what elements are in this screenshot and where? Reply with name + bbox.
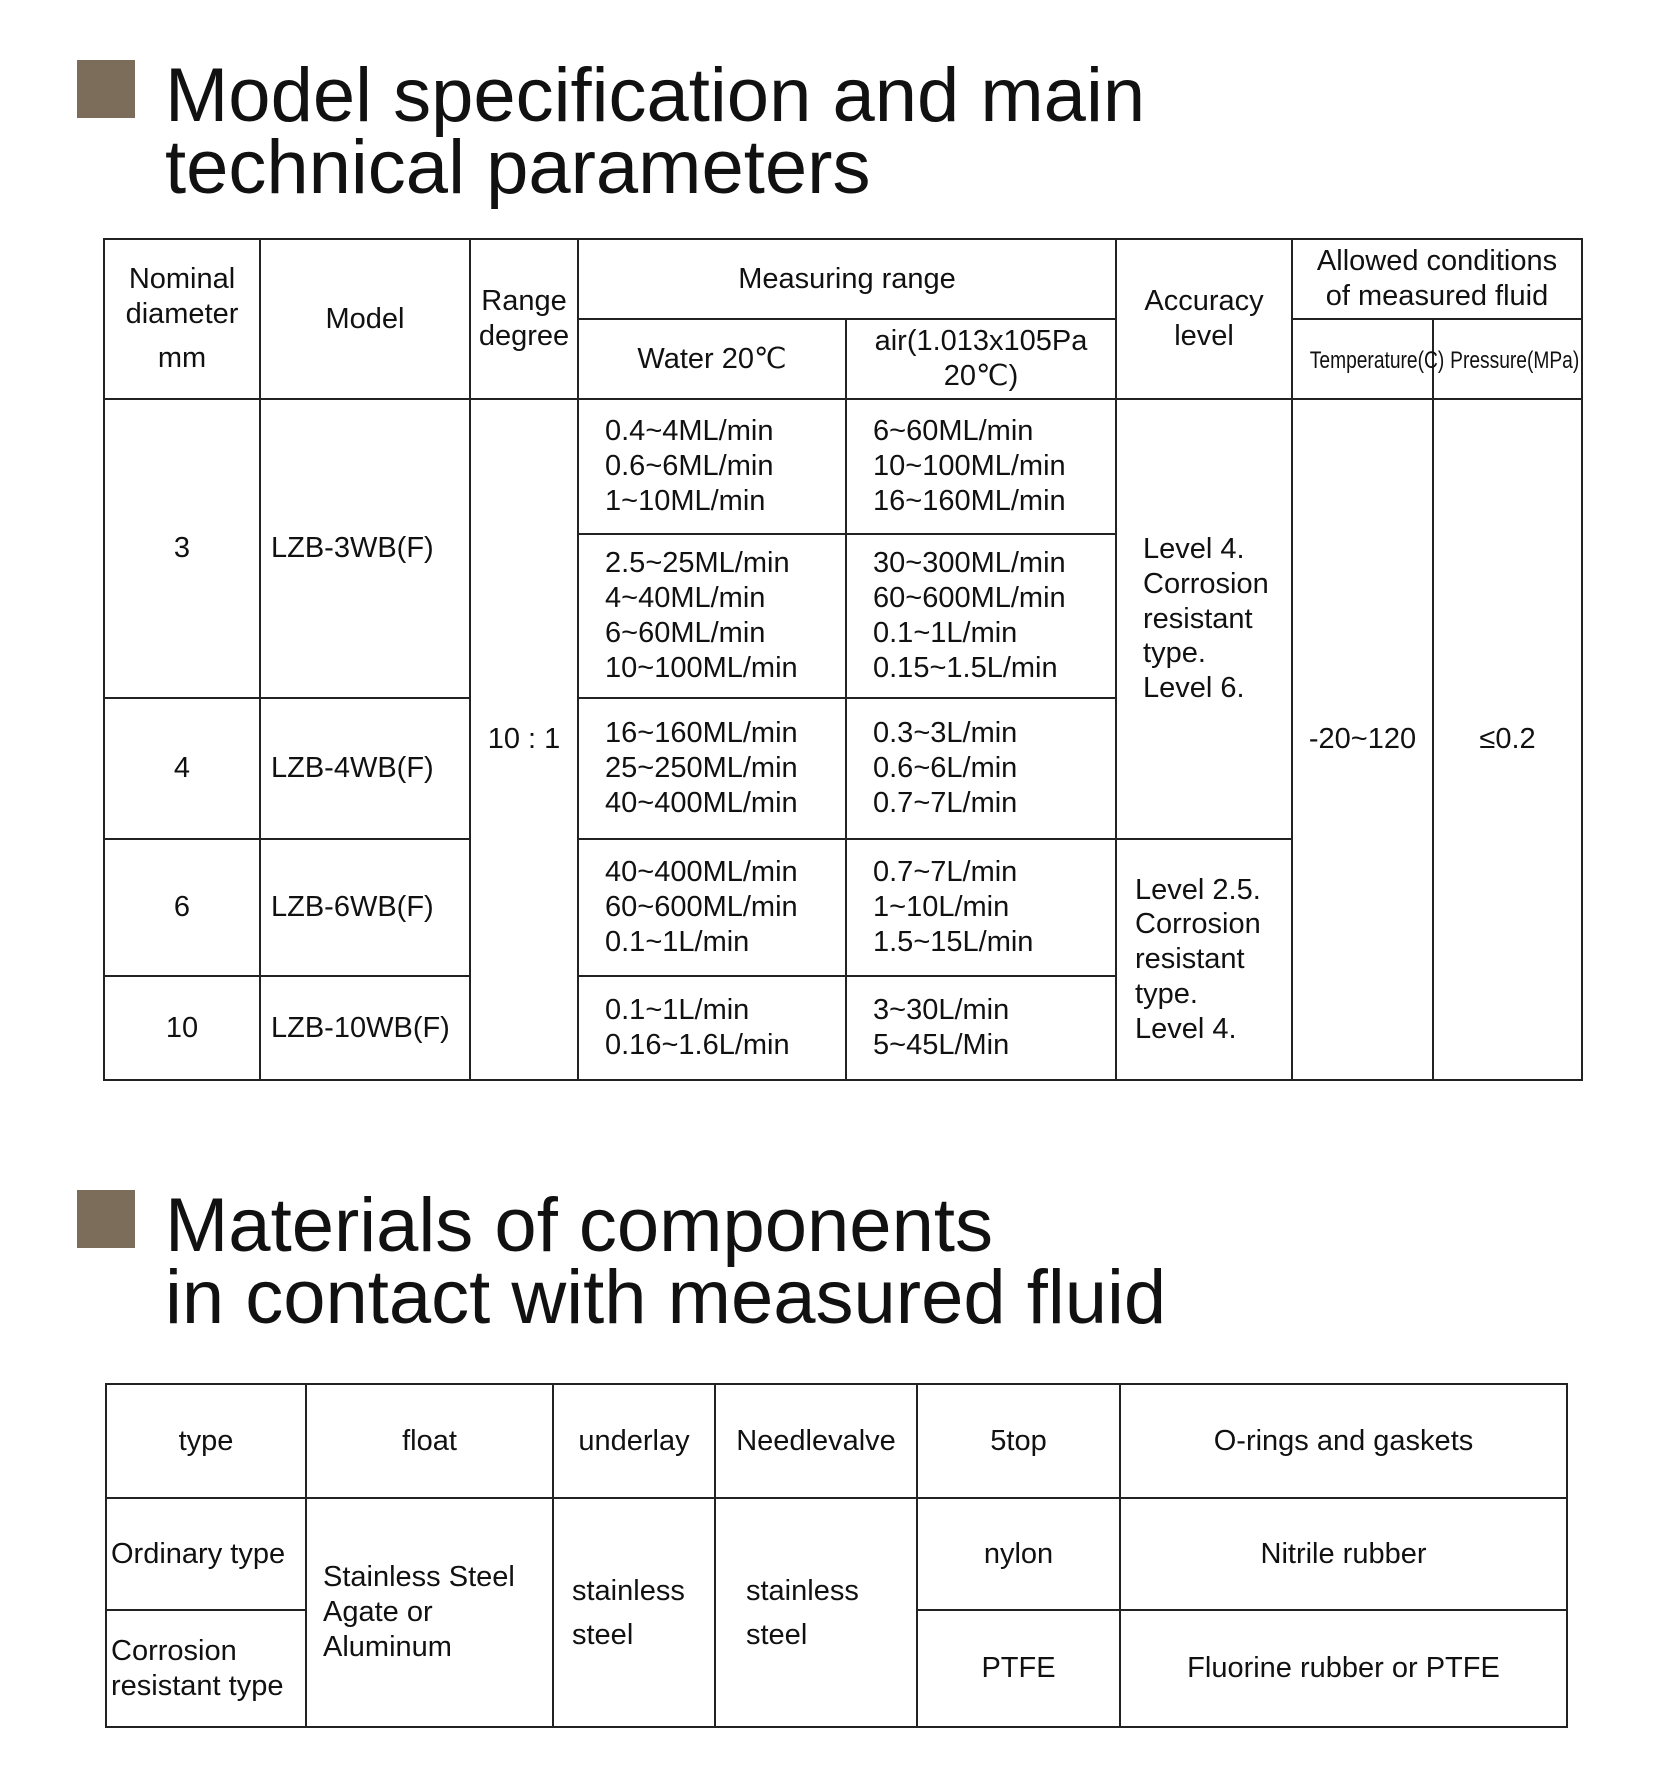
header-temperature: Temperature(C) xyxy=(1292,319,1433,399)
header-stop: 5top xyxy=(917,1384,1120,1498)
section-heading: Materials of components in contact with measured fluid xyxy=(165,1183,1167,1340)
header-model: Model xyxy=(260,239,470,399)
model-cell: LZB-4WB(F) xyxy=(260,698,470,839)
temperature-value: -20~120 xyxy=(1292,399,1433,1080)
header-air: air(1.013x105Pa 20℃) xyxy=(846,319,1116,399)
float-material: Stainless Steel Agate or Aluminum xyxy=(306,1498,553,1727)
water-range-cell: 16~160ML/min 25~250ML/min 40~400ML/min xyxy=(578,698,846,839)
title-square-marker xyxy=(77,1190,135,1248)
model-cell: LZB-10WB(F) xyxy=(260,976,470,1080)
air-range-cell: 3~30L/min 5~45L/Min xyxy=(846,976,1116,1080)
water-range-cell: 0.4~4ML/min 0.6~6ML/min 1~10ML/min xyxy=(578,399,846,534)
header-needlevalve: Needlevalve xyxy=(715,1384,917,1498)
accuracy-level-b: Level 2.5. Corrosion resistant type. Level 4. xyxy=(1116,839,1292,1080)
corrosion-type-label: Corrosion resistant type xyxy=(106,1610,306,1727)
needlevalve-material: stainless steel xyxy=(715,1498,917,1727)
stop-ordinary: nylon xyxy=(917,1498,1120,1610)
materials-table xyxy=(105,1383,1568,1728)
header-underlay: underlay xyxy=(553,1384,715,1498)
model-cell: LZB-6WB(F) xyxy=(260,839,470,976)
air-range-cell: 0.3~3L/min 0.6~6L/min 0.7~7L/min xyxy=(846,698,1116,839)
water-range-cell: 0.1~1L/min 0.16~1.6L/min xyxy=(578,976,846,1080)
header-water: Water 20℃ xyxy=(578,319,846,399)
air-range-cell: 30~300ML/min 60~600ML/min 0.1~1L/min 0.15~1.5L/min xyxy=(846,534,1116,698)
section-title-materials xyxy=(77,1183,1167,1340)
diameter-cell: 10 xyxy=(104,976,260,1080)
header-allowed-conditions: Allowed conditions of measured fluid xyxy=(1292,239,1582,319)
orings-corrosion: Fluorine rubber or PTFE xyxy=(1120,1610,1567,1727)
range-degree-value: 10 : 1 xyxy=(470,399,578,1080)
header-nominal-diameter: Nominal diameter mm xyxy=(104,239,260,399)
water-range-cell: 2.5~25ML/min 4~40ML/min 6~60ML/min 10~100ML/min xyxy=(578,534,846,698)
model-cell: LZB-3WB(F) xyxy=(260,399,470,698)
header-pressure: Pressure(MPa) xyxy=(1433,319,1582,399)
diameter-cell: 3 xyxy=(104,399,260,698)
accuracy-level-a: Level 4. Corrosion resistant type. Level 6. xyxy=(1116,399,1292,839)
ordinary-type-label: Ordinary type xyxy=(106,1498,306,1610)
specification-table xyxy=(103,238,1583,1081)
diameter-cell: 4 xyxy=(104,698,260,839)
orings-ordinary: Nitrile rubber xyxy=(1120,1498,1567,1610)
header-range-degree: Range degree xyxy=(470,239,578,399)
section-title-specification xyxy=(77,53,1146,210)
air-range-cell: 0.7~7L/min 1~10L/min 1.5~15L/min xyxy=(846,839,1116,976)
pressure-value: ≤0.2 xyxy=(1433,399,1582,1080)
header-float: float xyxy=(306,1384,553,1498)
section-heading: Model specification and main technical parameters xyxy=(165,53,1146,210)
underlay-material: stainless steel xyxy=(553,1498,715,1727)
header-accuracy-level: Accuracy level xyxy=(1116,239,1292,399)
header-measuring-range: Measuring range xyxy=(578,239,1116,319)
water-range-cell: 40~400ML/min 60~600ML/min 0.1~1L/min xyxy=(578,839,846,976)
title-square-marker xyxy=(77,60,135,118)
header-orings: O-rings and gaskets xyxy=(1120,1384,1567,1498)
header-type: type xyxy=(106,1384,306,1498)
diameter-cell: 6 xyxy=(104,839,260,976)
air-range-cell: 6~60ML/min 10~100ML/min 16~160ML/min xyxy=(846,399,1116,534)
stop-corrosion: PTFE xyxy=(917,1610,1120,1727)
